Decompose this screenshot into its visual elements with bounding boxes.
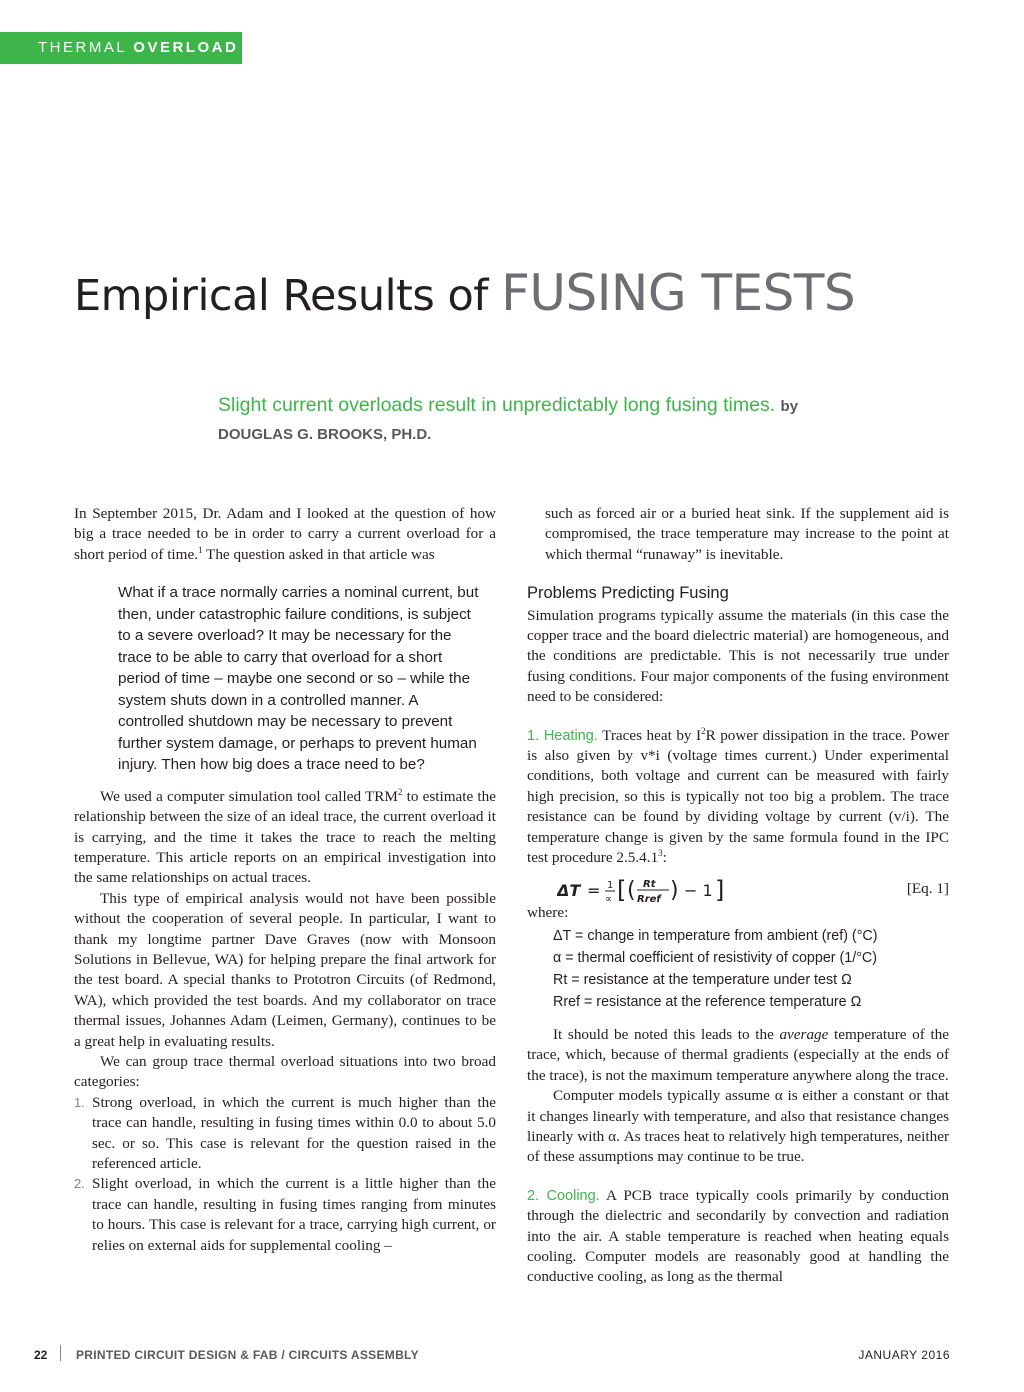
list-text: Slight overload, in which the current is a little higher than the trace can handle, resulting in fusing times ranging from minutes to hours. This case is relevant for a trace, carrying high current, or relies on external aids for supplemental cooling – [92,1175,496,1254]
right-paragraph-2 [527,1025,949,1086]
text: It should be noted this leads to the [553,1025,780,1043]
footnote-ref: 3 [658,848,663,859]
list-number: 1. [74,1094,85,1110]
list-text: Strong overload, in which the current is much higher than the trace can handle, resulting in fusing times within 0.0 to about 5.0 sec. or so. This case is relevant for the question raised in the referenced article. [92,1093,496,1173]
left-paragraph-1 [74,504,496,565]
page-footer [0,1344,1024,1364]
svg-text:(: ( [627,877,636,903]
pull-quote: What if a trace normally carries a nominal current, but then, under catastrophic failure conditions, is subject to a severe overload? It may be necessary for the trace to be able to carry that overload for a short period of time – maybe one second or so – while the system shuts down in a controlled manner. A controlled shutdown may be necessary to prevent further system damage, or perhaps to prevent human injury. Then how big does a trace need to be? [118,584,479,774]
definition-item: Rref = resistance at the reference temperature Ω [553,993,862,1010]
text: R power dissipation in the trace. Power is also given by v*i (voltage times current.) Under experimental conditions, both voltage and current can be measured with fairly high precision, so this is typically not too big a problem. The trace resistance can be found by dividing voltage by current (v/i). The temperature change is given by the same formula found in the IPC test procedure 2.5.4.1 [527,726,949,867]
list-number: 2. [74,1176,85,1192]
byline: by DOUGLAS G. BROOKS, PH.D. [218,398,799,443]
right-paragraph-1: Simulation programs typically assume the materials (in this case the copper trace and the board dielectric material) are homogeneous, and the conditions are predictable. This is not necessarily true under fusing conditions. Four major components of the fusing environment need to be considered: [527,606,949,706]
cooling-paragraph [527,1186,949,1288]
superscript: 2 [701,725,706,736]
svg-text:): ) [670,877,679,903]
text: We used a computer simulation tool called TRM [100,787,398,805]
equation-formula [557,871,747,907]
left-paragraph-3: This type of empirical analysis would not have been possible without the cooperation of several people. In particular, I want to thank my longtime partner Dave Graves (now with Monsoon Solutions in Bellevue, WA) for helping prepare the final artwork for the test board. A special thanks to Prototron Circuits (of Redmond, WA), which provided the test boards. And my collaborator on trace thermal issues, Johannes Adam (Leimen, Germany), continues to be a great help in evaluating results. [74,889,496,1050]
section-heading: Problems Predicting Fusing [527,584,729,603]
left-paragraph-2 [74,787,496,889]
where-label: where: [527,903,569,921]
definition-item: ΔT = change in temperature from ambient (ref) (°C) [553,927,878,944]
category-list [74,1093,496,1256]
title-prefix: Empirical Results of [74,271,488,321]
article-deck [218,392,818,448]
svg-text:Rref: Rref [637,893,661,905]
svg-text:ΔT: ΔT [557,880,581,900]
svg-text:[: [ [617,875,627,904]
equation-label: [Eq. 1] [906,879,949,897]
cooling-lead: 2. Cooling. [527,1187,600,1204]
section-tag-prefix: THERMAL [38,39,127,56]
text: Traces heat by I [597,726,702,744]
left-column [74,504,496,1256]
svg-text:Rt: Rt [643,878,656,890]
svg-text:− 1: − 1 [684,880,713,900]
footnote-ref: 1 [198,544,203,555]
list-item [74,1174,496,1256]
section-tag-bold: OVERLOAD [133,39,239,56]
text: The question asked in that article was [202,545,435,563]
heating-lead: 1. Heating. [527,727,598,744]
page-number: 22 [34,1348,48,1362]
definition-item: Rt = resistance at the temperature under test Ω [553,971,852,988]
text: to estimate the relationship between the size of an ideal trace, the current overload it is carrying, and the time it takes the trace to reach the melting temperature. This article reports on an empirical investigation into the same relationships on actual traces. [74,787,496,887]
svg-text:1: 1 [607,879,614,891]
publication-name: PRINTED CIRCUIT DESIGN & FAB / CIRCUITS ASSEMBLY [76,1348,419,1362]
definition-item: α = thermal coefficient of resistivity of copper (1/°C) [553,949,878,966]
text: In September 2015, Dr. Adam and I looked at the question of how big a trace needed to be in order to carry a current overload for a short period of time. [74,505,496,563]
right-continuation: such as forced air or a buried heat sink. If the supplement aid is compromised, the trace temperature may increase to the point at which thermal “runaway” is inevitable. [545,505,949,563]
variable-definitions [553,925,949,1013]
text: A PCB trace typically cools primarily by conduction through the dielectric and secondarily by convection and radiation into the air. A stable temperature is reached when heating equals cooling. Computer models are reasonably good at handling the conductive cooling, as long as the thermal [527,1186,949,1286]
article-title [74,264,855,322]
left-paragraph-4: We can group trace thermal overload situations into two broad categories: [74,1053,496,1091]
equation-1 [527,875,949,903]
deck-text: Slight current overloads result in unpredictably long fusing times. [218,394,776,416]
title-main: FUSING TESTS [501,264,856,322]
list-item [74,1093,496,1175]
right-paragraph-3: Computer models typically assume α is either a constant or that it changes linearly with temperature, and also that resistance changes linearly with α. As traces heat to relatively high temperatures, neither of these assumptions may continue to be true. [527,1087,949,1166]
issue-date: JANUARY 2016 [858,1348,950,1362]
text: temperature of the trace, which, because of thermal gradients (especially at the ends of the trace), is not the maximum temperature anywhere along the trace. [527,1025,950,1084]
heating-paragraph [527,726,949,869]
svg-text:]: ] [715,875,725,904]
footnote-ref: 2 [397,786,403,797]
svg-text:∝: ∝ [605,893,613,905]
svg-text:=: = [587,880,601,900]
right-column [527,504,949,1288]
section-tag [0,32,242,64]
footer-divider [60,1345,61,1361]
emphasis: average [779,1025,829,1043]
text: : [662,849,667,867]
